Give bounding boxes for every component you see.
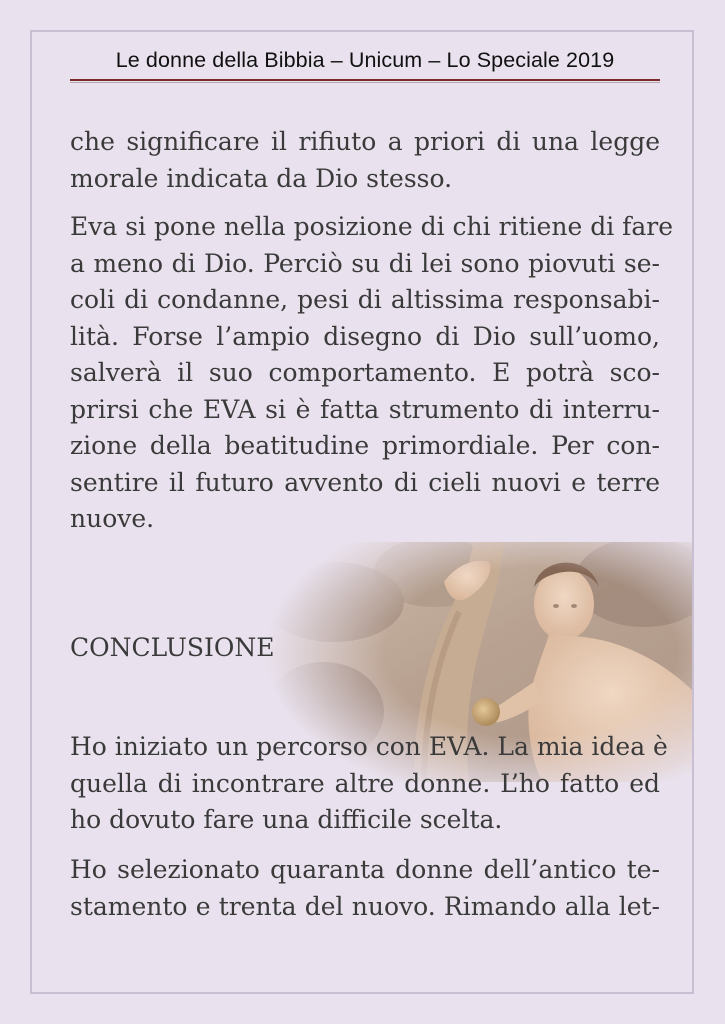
text-line: ho dovuto fare una difficile scelta. [70, 805, 503, 834]
text-line: salverà il suo comportamento. E potrà sco- [70, 358, 660, 387]
text-line: coli di condanne, pesi di altissima responsabi- [70, 285, 660, 314]
text-line: lità. Forse l’ampio disegno di Dio sull’uomo, [70, 321, 660, 351]
text-line: Ho iniziato un percorso con EVA. La mia idea è [70, 732, 668, 761]
page-frame [30, 30, 694, 994]
section-heading: CONCLUSIONE [70, 633, 275, 662]
paragraph-4 [70, 852, 660, 925]
text-line: nuove. [70, 504, 155, 533]
header-rule-shadow [70, 82, 660, 83]
text-line: sentire il futuro avvento di cieli nuovi e terre [70, 467, 660, 497]
text-line: morale indicata da Dio stesso. [70, 163, 453, 193]
header-rule [70, 79, 660, 81]
paragraph-3 [70, 729, 668, 839]
text-line: Eva si pone nella posizione di chi ritiene di fare [70, 212, 674, 241]
paragraph-2 [70, 209, 674, 538]
text-line: che significare il rifiuto a priori di una legge [70, 127, 660, 156]
text-line: quella di incontrare altre donne. L’ho fatto ed [70, 768, 660, 798]
text-line: zione della beatitudine primordiale. Per con- [70, 431, 660, 460]
text-line: a meno di Dio. Perciò su di lei sono piovuti se- [70, 248, 660, 278]
header-title: Le donne della Bibbia – Unicum – Lo Speciale 2019 [115, 48, 615, 72]
text-line: Ho selezionato quaranta donne dell’antico te- [70, 855, 660, 884]
text-line: stamento e trenta del nuovo. Rimando alla let- [70, 891, 660, 921]
text-line: prirsi che EVA si è fatta strumento di interru- [70, 394, 660, 424]
paragraph-1 [70, 124, 660, 197]
